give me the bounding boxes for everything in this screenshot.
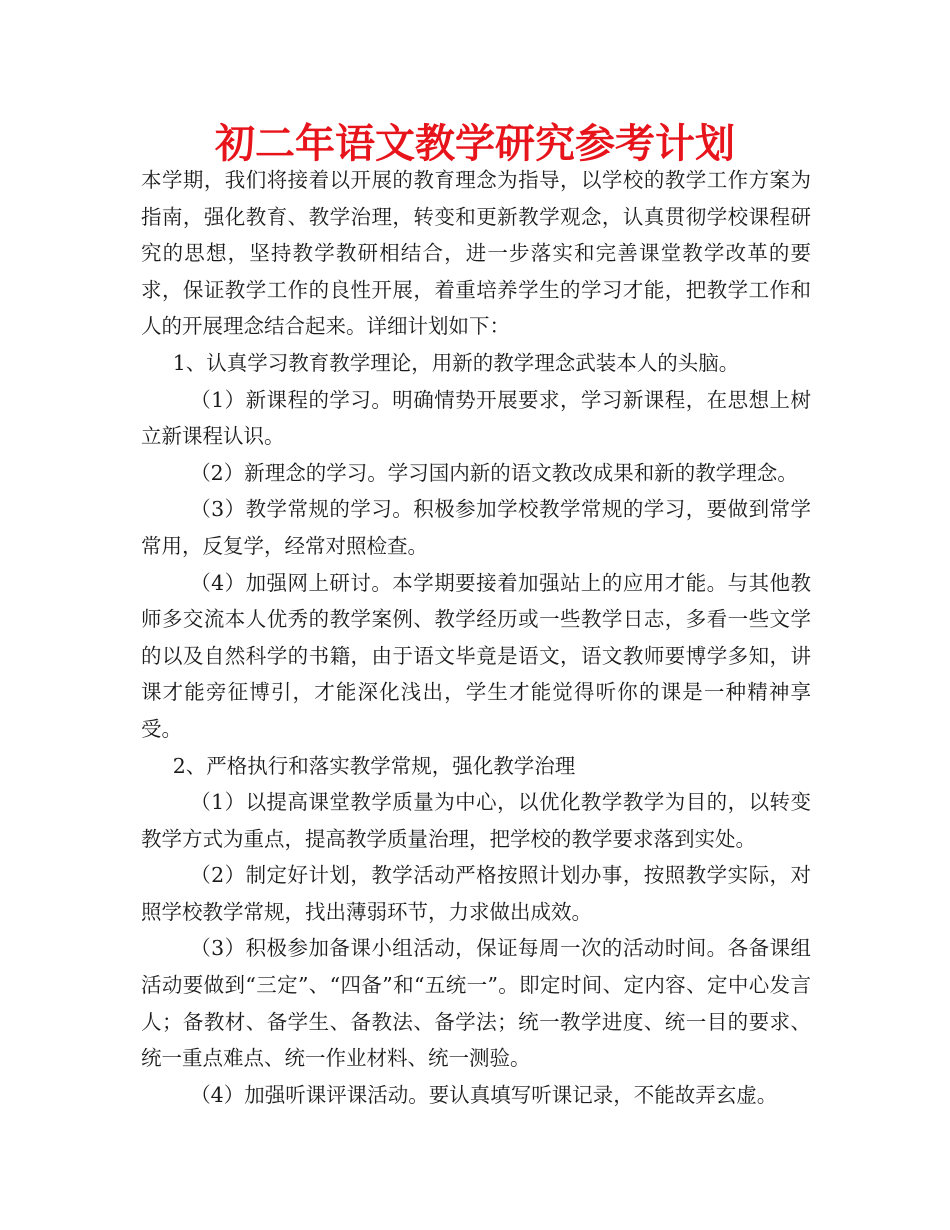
paragraph-item-2-3: （3）积极参加备课小组活动，保证每周一次的活动时间。各备课组活动要做到“三定”、“四备”和“五统一”。即定时间、定内容、定中心发言人；备教材、备学生、备教法、备学法；统一教学进度、统一目的要求、统一重点难点、统一作业材料、统一测验。: [141, 936, 811, 1071]
document-body: [141, 162, 811, 1113]
paragraph-item-1-3: （3）教学常规的学习。积极参加学校教学常规的学习，要做到常学常用，反复学，经常对照检查。: [141, 497, 811, 558]
paragraph-item-2-4: （4）加强听课评课活动。要认真填写听课记录，不能故弄玄虚。: [190, 1082, 778, 1107]
paragraph-section-1: 1、认真学习教育教学理论，用新的教学理念武装本人的头脑。: [172, 350, 740, 375]
document-title: 初二年语文教学研究参考计划: [215, 121, 735, 167]
paragraph-item-2-1: （1）以提高课堂教学质量为中心，以优化教学教学为目的，以转变教学方式为重点，提高教学质量治理，把学校的教学要求落到实处。: [141, 790, 811, 851]
paragraph-section-2: 2、严格执行和落实教学常规，强化教学治理: [172, 753, 576, 778]
paragraph-item-1-2: （2）新理念的学习。学习国内新的语文教改成果和新的教学理念。: [190, 460, 798, 485]
paragraph-intro: 本学期，我们将接着以开展的教育理念为指导，以学校的教学工作方案为指南，强化教育、教学治理，转变和更新教学观念，认真贯彻学校课程研究的思想，坚持教学教研相结合，进一步落实和完善课堂教学改革的要求，保证教学工作的良性开展，着重培养学生的学习才能，把教学工作和人的开展理念结合起来。详细计划如下：: [141, 168, 811, 339]
paragraph-item-1-1: （1）新课程的学习。明确情势开展要求，学习新课程，在思想上树立新课程认识。: [141, 387, 811, 449]
paragraph-item-2-2: （2）制定好计划，教学活动严格按照计划办事，按照教学实际，对照学校教学常规，找出薄弱环节，力求做出成效。: [141, 863, 811, 924]
paragraph-item-1-4: （4）加强网上研讨。本学期要接着加强站上的应用才能。与其他教师多交流本人优秀的教学案例、教学经历或一些教学日志，多看一些文学的以及自然科学的书籍，由于语文毕竟是语文，语文教师要博学多知，讲课才能旁征博引，才能深化浅出，学生才能觉得听你的课是一种精神享受。: [141, 570, 811, 741]
